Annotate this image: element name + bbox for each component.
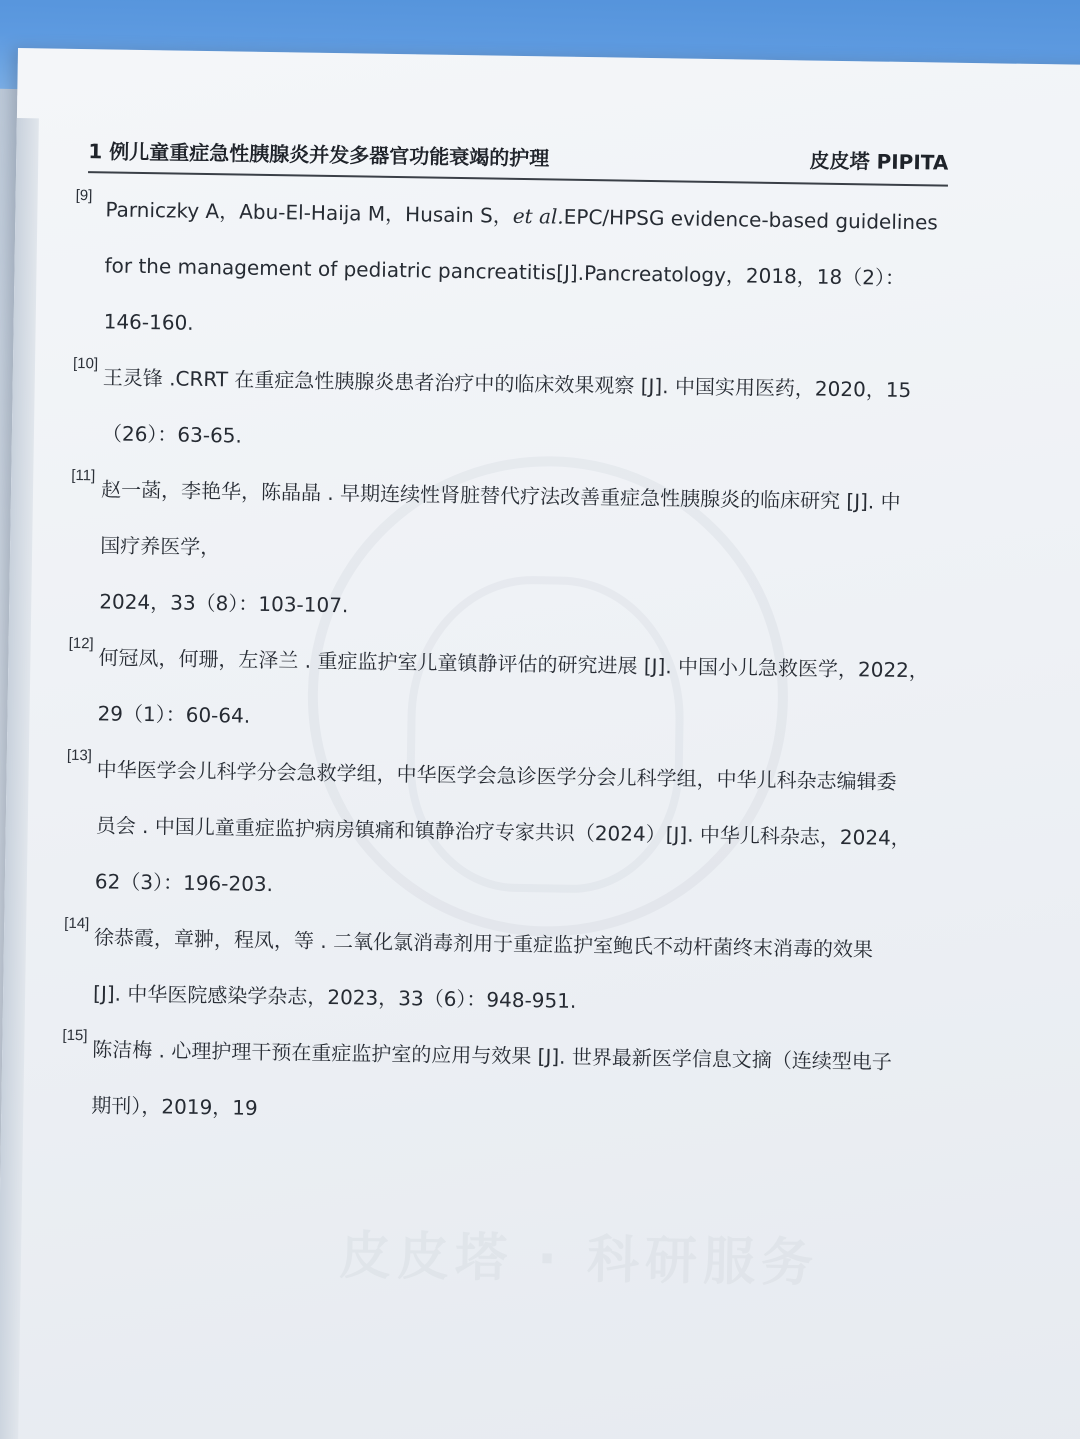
reference-item	[63, 909, 965, 1035]
reference-line: 国疗养医学，	[100, 533, 221, 560]
document-page	[0, 48, 1080, 1439]
reference-number: [12]	[68, 634, 94, 653]
reference-number: [13]	[66, 746, 93, 765]
reference-item	[64, 741, 967, 923]
reference-line: 中华医学会儿科学分会急救学组，中华医学会急诊医学分会儿科学组，中华儿科杂志编辑委	[96, 757, 897, 794]
reference-number: [14]	[64, 914, 90, 933]
reference-text: EPC/HPSG evidence-based guidelines	[563, 204, 939, 235]
reference-line: [J]. 中华医院感染学杂志，2023，33（6）：948-951.	[92, 981, 577, 1013]
reference-line: 陈洁梅 . 心理护理干预在重症监护室的应用与效果 [J]. 世界最新医学信息文摘（连续型电子	[92, 1037, 893, 1074]
reference-line: 期刊），2019，19	[91, 1093, 258, 1120]
reference-item	[61, 1021, 963, 1147]
reference-number: [15]	[62, 1026, 88, 1045]
reference-line: 赵一菡，李艳华，陈晶晶 . 早期连续性肾脏替代疗法改善重症急性胰腺炎的临床研究 [J]. 中	[100, 477, 901, 514]
reference-list	[61, 181, 976, 1147]
reference-line: （26）：63-65.	[101, 421, 243, 448]
reference-line: for the management of pediatric pancreatitis[J].Pancreatology，2018，18（2）：	[104, 253, 906, 290]
article-title: 1 例儿童重症急性胰腺炎并发多器官功能衰竭的护理	[88, 139, 550, 171]
reference-line: 146-160.	[103, 309, 194, 335]
reference-line: 2024，33（8）：103-107.	[99, 589, 349, 618]
page-edge-shadow	[0, 118, 39, 1439]
reference-text: Parniczky A，Abu-El-Haija M，Husain S，	[105, 197, 514, 228]
et-al-text: et al.	[512, 203, 564, 229]
brand-name: 皮皮塔 PIPITA	[809, 148, 949, 175]
reference-number: [10]	[72, 354, 99, 373]
running-header	[88, 131, 949, 187]
reference-line: 29（1）：60-64.	[97, 701, 251, 728]
reference-line: 62（3）：196-203.	[94, 869, 274, 897]
reference-number: [9]	[75, 186, 93, 205]
reference-item	[73, 181, 976, 363]
reference-line: 王灵锋 .CRRT 在重症急性胰腺炎患者治疗中的临床效果观察 [J]. 中国实用医药，2020，15	[102, 365, 912, 403]
reference-item	[72, 349, 974, 475]
reference-item	[69, 461, 972, 643]
watermark-text: 皮皮塔 · 科研服务	[338, 1226, 820, 1294]
reference-item	[67, 629, 969, 755]
reference-line: 员会 . 中国儿童重症监护病房镇痛和镇静治疗专家共识（2024）[J]. 中华儿科杂志，2024，	[95, 813, 911, 851]
reference-line: 徐恭霞，章翀，程凤，等 . 二氧化氯消毒剂用于重症监护室鲍氏不动杆菌终末消毒的效果	[93, 925, 874, 962]
reference-number: [11]	[71, 466, 96, 485]
reference-line: 何冠凤，何珊，左泽兰 . 重症监护室儿童镇静评估的研究进展 [J]. 中国小儿急救医学，2022，	[98, 645, 930, 683]
